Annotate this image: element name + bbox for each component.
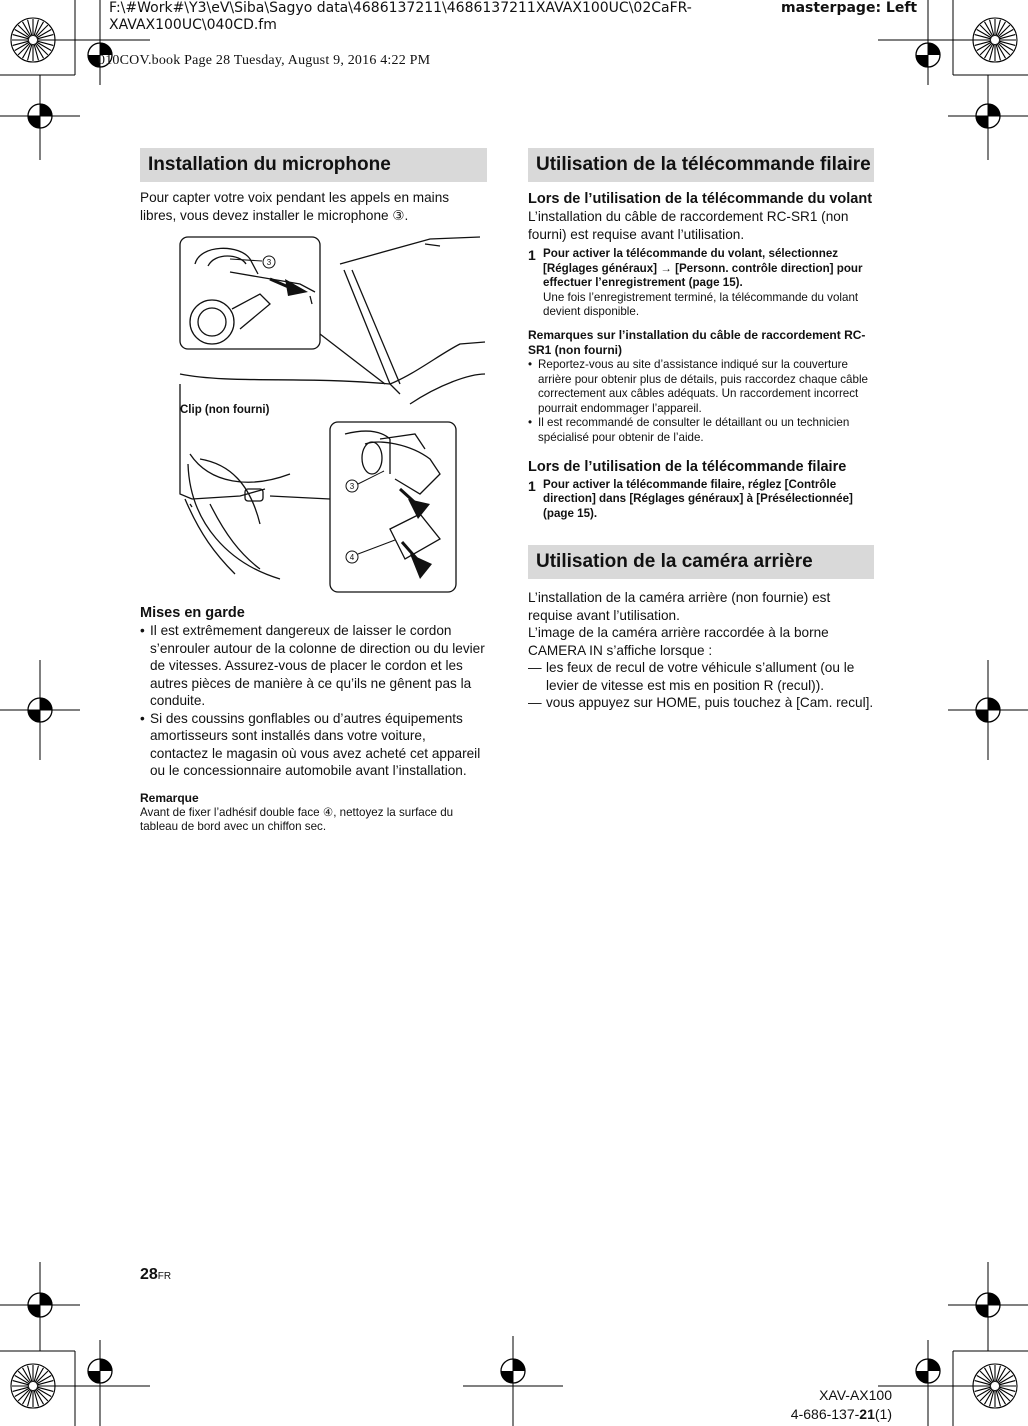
caution-item: • Il est extrêmement dangereux de laisser le cordon s’enrouler autour de la colonne de direction ou du levier de vitesses. Assurez-vous de placer le cordon et les autres pièces de manière à ce qu’ils ne gênent pas la conduite.	[140, 623, 485, 708]
step-result: Une fois l’enregistrement terminé, la télécommande du volant devient disponible.	[543, 290, 859, 319]
part-number: 4-686-137-21(1)	[790, 1406, 892, 1422]
step-number: 1	[528, 477, 536, 494]
page-language: FR	[157, 1271, 172, 1282]
masterpage-label: masterpage: Left	[781, 0, 918, 16]
cautions-list	[140, 622, 487, 780]
section-title-wired-remote: Utilisation de la télécommande filaire	[528, 148, 874, 182]
callout-3-top: 3	[266, 258, 272, 267]
camera-condition: L’image de la caméra arrière raccordée à la borne CAMERA IN s’affiche lorsque :	[528, 625, 829, 658]
section-title-microphone: Installation du microphone	[140, 148, 487, 182]
page-number	[140, 1266, 171, 1284]
callout-4: 4	[349, 553, 355, 562]
book-info: 010COV.book Page 28 Tuesday, August 9, 2016 4:22 PM	[98, 53, 431, 68]
step-steering	[528, 247, 874, 320]
page-number-value: 28	[140, 1266, 158, 1283]
mic-installation-drawing	[140, 234, 487, 594]
model-name: XAV-AX100	[819, 1387, 892, 1403]
camera-intro: L’installation de la caméra arrière (non fournie) est requise avant l’utilisation.	[528, 590, 831, 623]
note-text: Avant de fixer l’adhésif double face ④, nettoyez la surface du tableau de bord avec un chiffon sec.	[140, 805, 454, 834]
step-instruction: Pour activer la télécommande filaire, réglez [Contrôle direction] dans [Réglages généraux] à [Présélectionnée] (page 15).	[543, 477, 853, 520]
note-title: Remarque	[140, 790, 199, 805]
right-column	[528, 148, 874, 712]
mic-intro: Pour capter votre voix pendant les appels en mains libres, vous devez installer le microphone ③.	[140, 190, 450, 223]
model-info	[791, 1386, 892, 1424]
rcsr1-notes-title: Remarques sur l’installation du câble de raccordement RC-SR1 (non fourni)	[528, 327, 866, 357]
camera-conditions-list	[528, 659, 874, 712]
condition-item: — vous appuyez sur HOME, puis touchez à [Cam. recul].	[528, 695, 874, 711]
cautions-title: Mises en garde	[140, 605, 245, 621]
steering-remote-title: Lors de l’utilisation de la télécommande du volant	[528, 191, 873, 207]
wired-remote-title: Lors de l’utilisation de la télécommande filaire	[528, 458, 847, 475]
caution-item: • Si des coussins gonflables ou d’autres équipements amortisseurs sont installés dans votre voiture, contactez le magasin où vous avez acheté cet appareil ou le concessionnaire automobile avant l’installation.	[140, 710, 481, 778]
file-path: F:\#Work#\Y3\eV\Siba\Sagyo data\4686137211\4686137211XAVAX100UC\02CaFR-XAVAX100UC\040CD.fm	[109, 0, 692, 33]
note-item: • Il est recommandé de consulter le détaillant ou un technicien spécialisé pour obtenir de l’aide.	[528, 416, 850, 444]
step-number: 1	[528, 247, 536, 263]
clip-label: Clip (non fourni)	[180, 404, 270, 416]
mic-installation-figure	[140, 234, 487, 594]
step-instruction: Pour activer la télécommande du volant, sélectionnez [Réglages généraux] → [Personn. contrôle direction] pour effectuer l’enregistrement (page 15).	[543, 247, 863, 290]
rcsr1-notes-list	[528, 358, 874, 446]
steering-remote-intro: L’installation du câble de raccordement RC-SR1 (non fourni) est requise avant l’utilisation.	[528, 209, 849, 242]
step-wired	[528, 478, 874, 522]
section-title-rear-camera: Utilisation de la caméra arrière	[528, 545, 874, 579]
callout-3-bottom: 3	[349, 482, 355, 491]
note-item: • Reportez-vous au site d’assistance indiqué sur la couverture arrière pour obtenir plus de détails, puis raccordez chaque câble correctement aux câbles adéquats. Un raccordement incorrect pourrait endommager l’appareil.	[528, 357, 868, 415]
condition-item: — les feux de recul de votre véhicule s’allument (ou le levier de vitesse est mis en position R (recul)).	[528, 660, 855, 693]
left-column	[140, 148, 487, 835]
